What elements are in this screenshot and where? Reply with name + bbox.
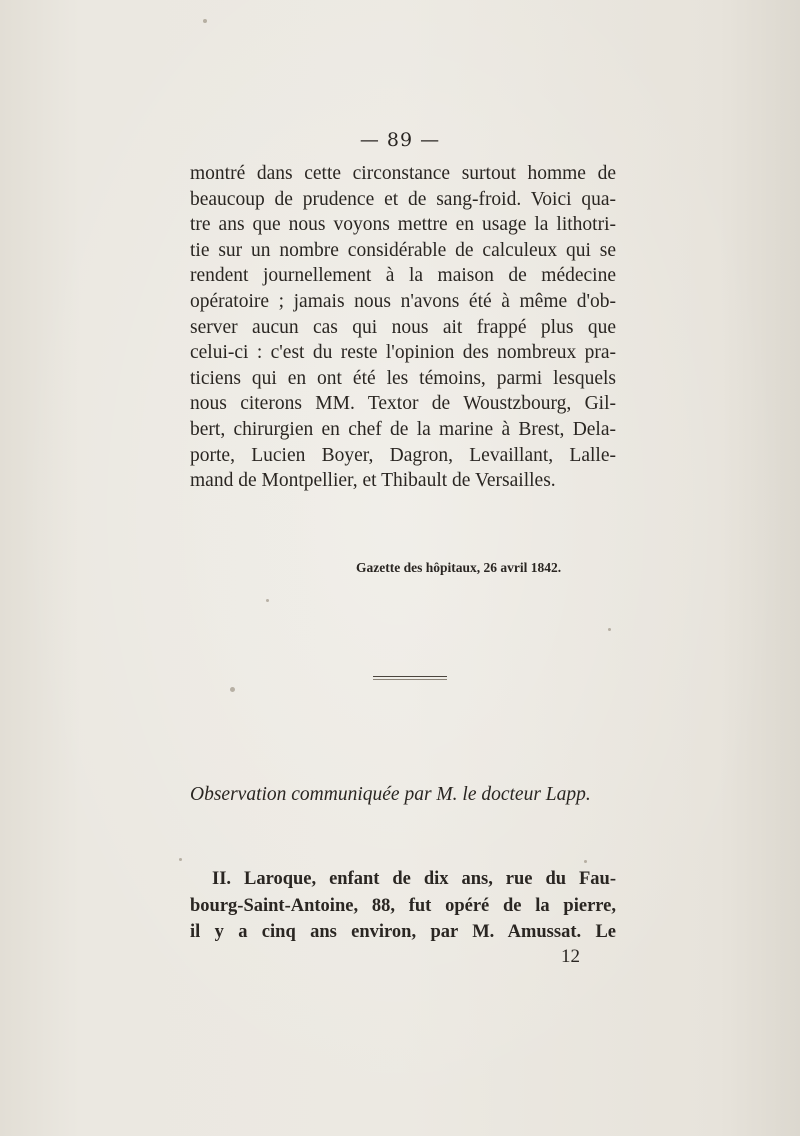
paragraph-line: II. Laroque, enfant de dix ans, rue du Fau- (212, 869, 616, 889)
paragraph-line: bourg-Saint-Antoine, 88, fut opéré de la pierre, (190, 895, 616, 916)
paragraph-line: mand de Montpellier, et Thibault de Versailles. (190, 470, 556, 492)
paragraph-line: tre ans que nous voyons mettre en usage la lithotri- (190, 214, 616, 236)
paragraph-line: il y a cinq ans environ, par M. Amussat. Le (190, 922, 616, 942)
paper-speck (230, 687, 235, 692)
paragraph-line: server aucun cas qui nous ait frappé plus que (190, 316, 616, 338)
paper-speck (266, 599, 269, 602)
body-paragraph (190, 161, 616, 494)
paragraph-line: bert, chirurgien en chef de la marine à Brest, Dela- (190, 418, 616, 440)
paragraph-line: nous citerons MM. Textor de Woustzbourg, Gil- (190, 393, 616, 415)
paragraph-line: celui-ci : c'est du reste l'opinion des nombreux pra- (190, 342, 616, 364)
page-number: — 89 — (359, 129, 441, 151)
source-citation: Gazette des hôpitaux, 26 avril 1842. (356, 560, 562, 575)
paper-speck (179, 858, 182, 861)
paper-speck (203, 19, 207, 23)
paragraph-line: ticiens qui en ont été les témoins, parmi lesquels (190, 367, 616, 389)
paragraph-line: beaucoup de prudence et de sang-froid. Voici qua- (190, 188, 616, 210)
paragraph-line: opératoire ; jamais nous n'avons été à même d'ob- (190, 290, 616, 312)
paragraph-line: rendent journellement à la maison de médecine (190, 265, 616, 287)
paragraph-line: tie sur un nombre considérable de calculeux qui se (190, 239, 616, 261)
section-subheading: Observation communiquée par M. le docteur Lapp. (190, 784, 591, 805)
paragraph-line: porte, Lucien Boyer, Dagron, Levaillant, Lalle- (190, 444, 616, 466)
signature-mark: 12 (561, 946, 580, 967)
paper-speck (584, 860, 587, 863)
paper-speck (608, 628, 611, 631)
observation-paragraph (190, 866, 616, 946)
paragraph-line: montré dans cette circonstance surtout homme de (190, 163, 616, 184)
section-divider (373, 676, 447, 680)
